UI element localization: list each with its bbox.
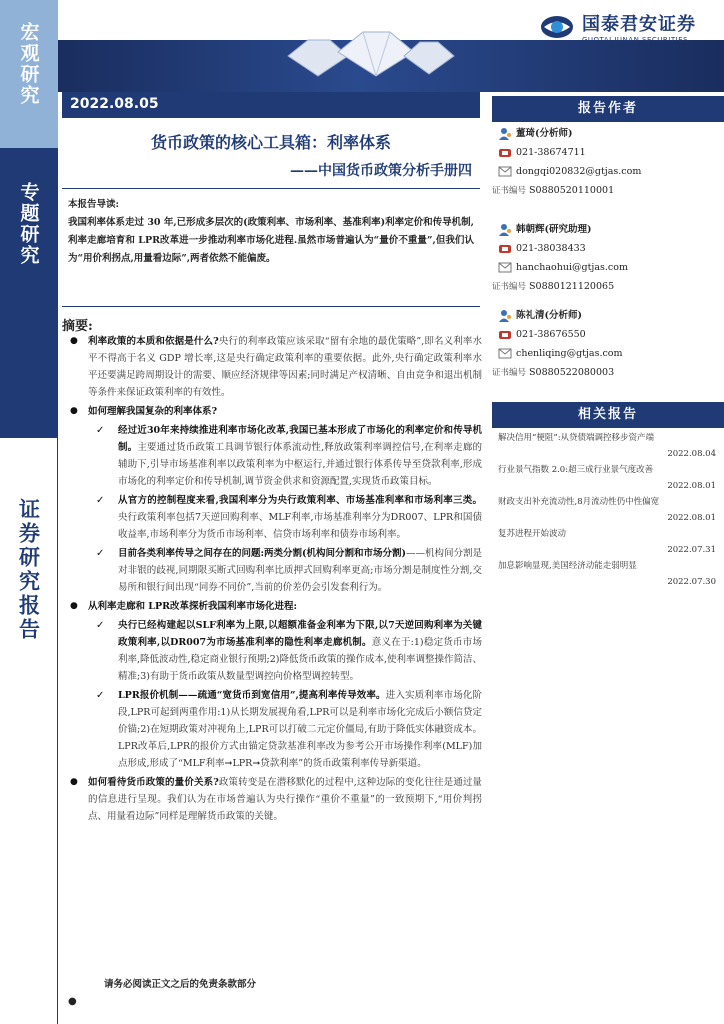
- person-icon: [498, 127, 512, 140]
- guide-label: 本报告导读:: [68, 199, 120, 210]
- analyst-phone-row: [492, 143, 724, 162]
- sub-bullet-heading: 经过近30年来持续推进利率市场化改革,我国已基本形成了市场化的利率定价和传导机制。: [118, 425, 482, 453]
- analyst-cert: S0880522080003: [529, 367, 615, 378]
- bullet-item: [62, 774, 482, 825]
- analyst-cert-row: [492, 181, 724, 200]
- bullet-item: [62, 333, 482, 401]
- sub-bullet-heading: LPR报价机制——疏通“宽货币到宽信用”,提高利率传导效率。: [118, 690, 386, 701]
- analyst-cert-row: [492, 363, 724, 382]
- sub-bullet-text: 主要通过货币政策工具调节银行体系流动性,释放政策利率调控信号,在利率走廊的辅助下,引导市场基准利率以政策利率为中枢运行,并通过银行体系传导至贷款利率,形成市场化的利率定价和传导机制,调节资金供求和资源配置,实现货币政策目标。: [118, 442, 482, 487]
- analyst-card: [492, 124, 724, 200]
- related-report-title: 财政支出补充流动性,8月流动性仍中性偏宽: [498, 497, 660, 507]
- related-report-title: 复苏进程开始波动: [498, 529, 567, 539]
- sidebar-block-report: [0, 438, 58, 1024]
- sidebar-type: 专题研究: [17, 182, 40, 266]
- sub-bullet-item: [62, 492, 482, 543]
- bullet-text: 政策转变是在潜移默化的过程中,这种边际的变化往往是通过量的信息进行呈现。我们认为在市场普遍认为央行操作“重价不重量”的一致预期下,“用价判拐点、用量看边际”同样是理解货币政策的关键。: [88, 777, 482, 822]
- person-icon: [498, 309, 512, 322]
- related-report-item[interactable]: [492, 430, 724, 462]
- authors-header: 报告作者: [492, 96, 724, 122]
- cert-label: 证书编号: [492, 186, 527, 196]
- analyst-name: 韩朝辉(研究助理): [516, 224, 592, 235]
- sub-bullet-text: ——机构间分割是对非银的歧视,同期限买断式回购利率比质押式回购利率更高;市场分割是制度性分割,交易所和银行间出现“同券不同价”,当前的价差仍会引发套利行为。: [118, 548, 483, 593]
- phone-icon: [498, 146, 512, 159]
- related-report-item[interactable]: [492, 494, 724, 526]
- analyst-cert-row: [492, 277, 724, 296]
- title-divider: [62, 188, 480, 189]
- related-report-title: 解决信用“梗阻”:从贷债端调控移步资产端: [498, 433, 655, 443]
- report-subtitle: ——中国货币政策分析手册四: [290, 163, 472, 179]
- person-icon: [498, 223, 512, 236]
- sidebar-block-special: [0, 148, 58, 438]
- analyst-name: 陈礼清(分析师): [516, 310, 582, 321]
- sidebar-block-macro: [0, 0, 58, 148]
- analyst-email[interactable]: hanchaohui@gtjas.com: [516, 262, 628, 273]
- related-report-item[interactable]: [492, 462, 724, 494]
- logo-mark-icon: [540, 15, 574, 39]
- cert-label: 证书编号: [492, 282, 527, 292]
- sub-bullet-item: [62, 617, 482, 685]
- guide-divider: [62, 306, 480, 307]
- related-report-date: 2022.07.31: [667, 545, 716, 555]
- left-sidebar: [0, 0, 58, 1024]
- related-report-item[interactable]: [492, 558, 724, 590]
- report-title: 货币政策的核心工具箱：利率体系: [150, 133, 391, 152]
- report-date: 2022.08.05: [62, 92, 480, 118]
- sub-bullet-item: [62, 422, 482, 490]
- analyst-email[interactable]: chenliqing@gtjas.com: [516, 348, 623, 359]
- company-logo: [540, 10, 696, 44]
- bullet-heading: 利率政策的本质和依据是什么?: [88, 336, 219, 347]
- related-report-item[interactable]: [492, 526, 724, 558]
- bullet-text: 央行的利率政策应该采取“留有余地的最优策略”,即名义利率水平不得高于名义 GDP 增长率,这是央行确定政策利率的重要依据。此外,央行确定政策利率水平还要满足跨周期设计的需要、顺应经济规律等因素;同时满足产权清晰、自由竞争和退出机制等条件来保证政策利率的有效性。: [88, 336, 482, 398]
- analyst-name-row: [492, 124, 724, 143]
- analyst-cert: S0880121120065: [529, 281, 615, 292]
- analyst-phone: 021-38676550: [516, 329, 586, 340]
- summary-content: [62, 333, 482, 827]
- analyst-phone: 021-38038433: [516, 243, 586, 254]
- phone-icon: [498, 328, 512, 341]
- analyst-phone-row: [492, 239, 724, 258]
- email-icon: [498, 165, 512, 178]
- analyst-phone-row: [492, 325, 724, 344]
- disclaimer-note: 请务必阅读正文之后的免责条款部分: [104, 979, 257, 990]
- bullet-heading: 如何理解我国复杂的利率体系?: [88, 406, 218, 417]
- email-icon: [498, 261, 512, 274]
- sub-bullet-item: [62, 687, 482, 772]
- bullet-heading: 如何看待货币政策的量价关系?: [88, 777, 219, 788]
- related-reports-header: 相关报告: [492, 402, 724, 428]
- analyst-cert: S0880520110001: [529, 185, 615, 196]
- sub-bullet-item: [62, 545, 482, 596]
- sidebar-category: 宏观研究: [17, 22, 40, 106]
- sub-bullet-heading: 从官方的控制程度来看,我国利率分为央行政策利率、市场基准利率和市场利率三类。: [118, 495, 482, 506]
- sub-bullet-heading: 央行已经构建起以SLF利率为上限,以超额准备金利率为下限,以7天逆回购利率为关键政策利率,以DR007为市场基准利率的隐性利率走廊机制。: [118, 620, 482, 648]
- analyst-name-row: [492, 220, 724, 239]
- guide-text: 我国利率体系走过 30 年,已形成多层次的(政策利率、市场利率、基准利率)利率定价和传导机制,利率走廊培育和 LPR改革进一步推动利率市场化进程.虽然市场普遍认为“量价不重量”,但我们认为“用价利拐点,用量看边际”,两者依然不能偏废。: [68, 217, 474, 264]
- related-report-date: 2022.08.04: [667, 449, 716, 459]
- related-report-title: 加息影响显现,美国经济动能走弱明显: [498, 561, 637, 571]
- footer-bullet: ●: [68, 996, 77, 1007]
- related-report-date: 2022.08.01: [667, 513, 716, 523]
- email-icon: [498, 347, 512, 360]
- related-report-date: 2022.07.30: [667, 577, 716, 587]
- sub-bullet-text: 进入实质利率市场化阶段,LPR可起到两重作用:1)从长期发展视角看,LPR可以是利率市场化完成后小额信贷定价锚;2)在短期政策对冲视角上,LPR可以打破二元定价僵局,有助于降低实体融资成本。LPR改革后,LPR的报价方式由锚定贷款基准利率改为参考公开市场操作利率(MLF)加点形成,形成了“MLF利率➞LPR➞贷款利率”的货币政策利率传导新渠道。: [118, 690, 482, 769]
- phone-icon: [498, 242, 512, 255]
- cert-label: 证书编号: [492, 368, 527, 378]
- logo-chinese: 国泰君安证券: [582, 14, 696, 35]
- analyst-card: [492, 220, 724, 296]
- logo-english: GUOTAI JUNAN SECURITIES: [582, 36, 689, 44]
- sidebar-report-kind: 证券研究报告: [16, 498, 42, 642]
- sub-bullet-heading: 目前各类利率传导之间存在的问题:两类分割(机构间分割和市场分割): [118, 548, 406, 559]
- bullet-item: [62, 403, 482, 420]
- gems-decoration-icon: [268, 18, 468, 78]
- bullet-heading: 从利率走廊和 LPR改革探析我国利率市场化进程:: [88, 601, 298, 612]
- analyst-name: 董琦(分析师): [516, 128, 573, 139]
- analyst-email-row: [492, 162, 724, 181]
- related-reports-list: [492, 430, 724, 590]
- sub-bullet-text: 央行政策利率包括7天逆回购利率、MLF利率,市场基准利率分为DR007、LPR和国债收益率,市场利率分为货币市场利率、信贷市场利率和债券市场利率。: [118, 512, 482, 540]
- bullet-item: [62, 598, 482, 615]
- analyst-card: [492, 306, 724, 382]
- analyst-email-row: [492, 344, 724, 363]
- related-report-title: 行业景气指数 2.0:超三成行业景气度改善: [498, 465, 654, 475]
- top-banner: [58, 0, 724, 92]
- summary-label: 摘要:: [62, 319, 93, 334]
- sub-bullet-text: 意义在于:1)稳定货币市场利率,降低波动性,稳定商业银行预期;2)降低货币政策的操作成本,使利率调整操作简洁、精准;3)有助于货币政策从数量型调控向价格型调控转型。: [118, 637, 483, 682]
- related-report-date: 2022.08.01: [667, 481, 716, 491]
- analyst-email[interactable]: dongqi020832@gtjas.com: [516, 166, 642, 177]
- analyst-email-row: [492, 258, 724, 277]
- analyst-phone: 021-38674711: [516, 147, 586, 158]
- analyst-name-row: [492, 306, 724, 325]
